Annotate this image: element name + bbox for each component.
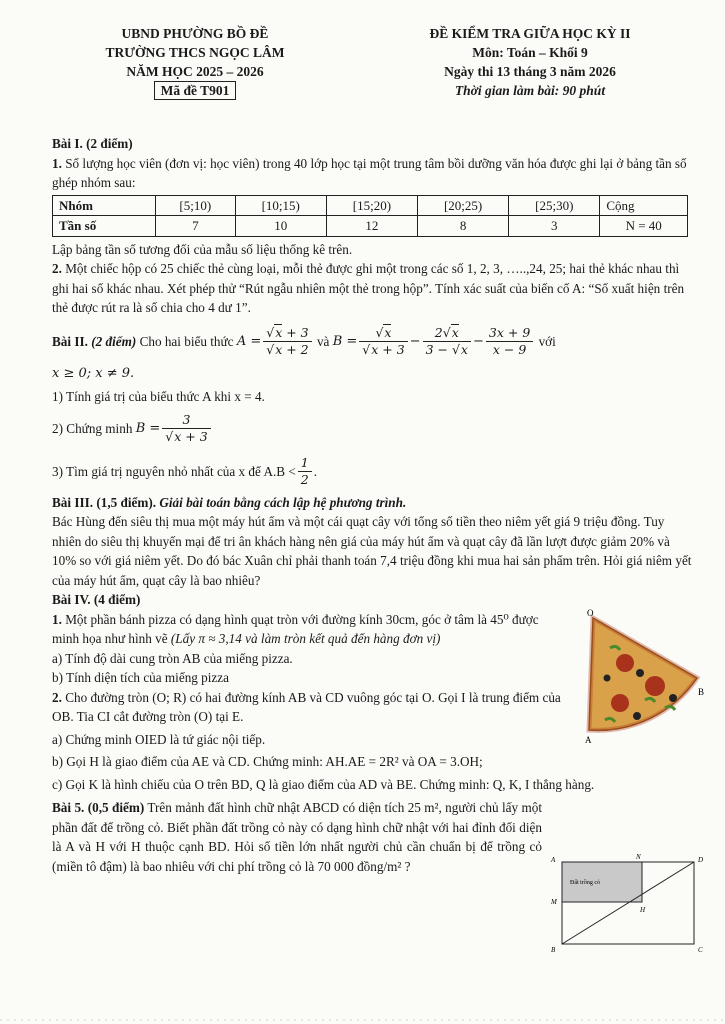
table-cell: [20;25) bbox=[418, 195, 509, 216]
olive-icon bbox=[604, 675, 611, 682]
svg-text:M: M bbox=[551, 898, 557, 906]
bai1-q2: 2. Một chiếc hộp có 25 chiếc thẻ cùng loại, mỗi thẻ được ghi một trong các số 1, 2, 3, …..,24, 25; hai thẻ khác nhau thì ghi hai số khác nhau. Xét phép thử “Rút ngẫu nhiên một thẻ trong hộp”. Tính xác suất của biến cố A: “Số xuất hiện trên thẻ được rút ra là số chia cho 4 dư 1”. bbox=[52, 261, 685, 315]
olive-icon bbox=[633, 712, 641, 720]
exam-subject: Môn: Toán – Khối 9 bbox=[472, 45, 588, 60]
pepperoni-icon bbox=[611, 694, 629, 712]
label-b: B bbox=[698, 687, 705, 697]
bai4-q2c: c) Gọi K là hình chiếu của O trên BD, Q là giao điểm của AD và BE. Chứng minh: Q, K, I thẳng hàng. bbox=[52, 776, 595, 792]
table-cell: 3 bbox=[509, 216, 600, 237]
table-cell: 8 bbox=[418, 216, 509, 237]
fraction-a: $\frac{√x + 3}{√x + 2}$ bbox=[263, 325, 311, 358]
grass-label: Đất trồng cỏ bbox=[570, 880, 600, 886]
bai1-title: Bài I. (2 điểm) bbox=[52, 136, 133, 151]
fraction-b1: $\frac{√x}{√x + 3}$ bbox=[359, 325, 407, 358]
bai3-heading: Bài III. (1,5 điểm). Giải bài toán bằng cách lập hệ phương trình. bbox=[52, 494, 407, 510]
table-cell: 10 bbox=[235, 216, 326, 237]
table-cell: 12 bbox=[326, 216, 417, 237]
header-ward: UBND PHƯỜNG BỒ ĐỀ bbox=[121, 26, 269, 41]
table-row bbox=[53, 195, 688, 216]
bai2-title: Bài II. bbox=[52, 333, 88, 349]
table-row bbox=[53, 216, 688, 237]
bai4-q1a: a) Tính độ dài cung tròn AB của miếng pizza. bbox=[52, 650, 293, 666]
fraction-proof: $\frac{3}{√x + 3}$ bbox=[162, 412, 210, 445]
table-cell: Cộng bbox=[600, 195, 688, 216]
bai2-points: (2 điểm) bbox=[91, 333, 137, 349]
table-cell: [15;20) bbox=[326, 195, 417, 216]
bai2-with: với bbox=[538, 333, 556, 349]
pepperoni-icon bbox=[645, 676, 665, 696]
bai1-q1-task: Lập bảng tần số tương đối của mẫu số liệu thống kê trên. bbox=[52, 241, 353, 257]
bai1-q1: 1. Số lượng học viên (đơn vị: học viên) trong 40 lớp học tại một trung tâm bồi dưỡng văn hóa được ghi lại ở bảng tần số ghép nhóm sau: bbox=[52, 155, 687, 190]
bai2-q3: 3) Tìm giá trị nguyên nhỏ nhất của x để A.B < $\frac{1}{2}$ . bbox=[52, 455, 318, 487]
olive-icon bbox=[636, 669, 644, 677]
exam-date: Ngày thi 13 tháng 3 năm 2026 bbox=[444, 64, 616, 79]
pizza-figure bbox=[585, 608, 710, 748]
header-year: NĂM HỌC 2025 – 2026 bbox=[126, 64, 264, 79]
header-right bbox=[380, 24, 680, 100]
olive-icon bbox=[669, 694, 677, 702]
bai4-q1b: b) Tính diện tích của miếng pizza bbox=[52, 670, 229, 685]
table-header-group: Nhóm bbox=[53, 195, 156, 216]
svg-text:H: H bbox=[640, 906, 646, 914]
bai2-q1: 1) Tính giá trị của biểu thức A khi x = 4. bbox=[52, 389, 265, 404]
table-cell: [25;30) bbox=[509, 195, 600, 216]
svg-text:A: A bbox=[551, 856, 556, 864]
svg-text:C: C bbox=[698, 946, 703, 954]
svg-text:B: B bbox=[551, 946, 556, 954]
svg-text:D: D bbox=[698, 856, 704, 864]
rectangle-figure bbox=[548, 852, 713, 957]
expr-b: B = bbox=[332, 333, 358, 349]
exam-code: Mã đề T901 bbox=[154, 81, 237, 100]
bai2-expressions: Bài II. (2 điểm) Cho hai biểu thức A = $\frac{√x + 3}{√x + 2}$ và B = $\frac{√x}{√x + 3}$ − $\frac{2√x}{3 - √x}$ − $\frac{3x + 9}{x - 9}$ với bbox=[52, 325, 556, 357]
bai2-q2: 2) Chứng minh B = $\frac{3}{√x + 3}$ bbox=[52, 407, 692, 451]
svg-text:N: N bbox=[636, 853, 641, 861]
bai5-text: Bài 5. (0,5 điểm) Trên mảnh đất hình chữ nhật ABCD có diện tích 25 m², người chủ lấy một phần đất để trồng cỏ. Biết phần đất trồng cỏ này có dạng hình chữ nhật với hai đỉnh đối diện là A và H với H thuộc cạnh BD. Hỏi số tiền lớn nhất người chủ cần chuẩn bị để trồng cỏ (miền tô đậm) là bao nhiêu với chi phí trồng cỏ là 70 000 đồng/m² ? bbox=[52, 800, 542, 874]
header-school: TRƯỜNG THCS NGỌC LÂM bbox=[105, 45, 285, 60]
header-left bbox=[70, 24, 320, 100]
bai5-block bbox=[52, 798, 542, 876]
bai4-q2b: b) Gọi H là giao điểm của AE và CD. Chứng minh: AH.AE = 2R² và OA = 3.OH; bbox=[52, 754, 483, 769]
fraction-half: $\frac{1}{2}$ bbox=[298, 455, 312, 488]
table-header-frequency: Tần số bbox=[53, 216, 156, 237]
bai4-q2: 2. Cho đường tròn (O; R) có hai đường kính AB và CD vuông góc tại O. Gọi I là trung điểm của OB. Tia CI cắt đường tròn (O) tại E. bbox=[52, 689, 561, 724]
exam-duration: Thời gian làm bài: 90 phút bbox=[454, 83, 606, 98]
bai2-condition: x ≥ 0; x ≠ 9. bbox=[52, 365, 135, 381]
fraction-b2: $\frac{2√x}{3 - √x}$ bbox=[423, 325, 471, 358]
label-o: O bbox=[587, 608, 594, 618]
bai2-and: và bbox=[316, 333, 330, 349]
expr-a: A = bbox=[236, 333, 262, 349]
table-cell: 7 bbox=[156, 216, 236, 237]
bai2-intro: Cho hai biểu thức bbox=[139, 333, 234, 349]
pepperoni-icon bbox=[616, 654, 634, 672]
frequency-table bbox=[52, 195, 688, 237]
exam-content bbox=[52, 128, 692, 876]
table-cell: [5;10) bbox=[156, 195, 236, 216]
bai4-title: Bài IV. (4 điểm) bbox=[52, 592, 141, 607]
label-a: A bbox=[585, 735, 592, 745]
table-cell: [10;15) bbox=[235, 195, 326, 216]
page-edge-noise bbox=[0, 1014, 725, 1024]
bai4-part1 bbox=[52, 610, 562, 727]
exam-title: ĐỀ KIỂM TRA GIỮA HỌC KỲ II bbox=[429, 26, 631, 41]
bai4-q2a: a) Chứng minh OIED là tứ giác nội tiếp. bbox=[52, 731, 266, 747]
bai4-q1: 1. Một phần bánh pizza có dạng hình quạt tròn với đường kính 30cm, góc ở tâm là 45⁰ được minh họa như hình vẽ (Lấy π ≈ 3,14 và làm tròn kết quả đến hàng đơn vị) bbox=[52, 611, 539, 646]
table-cell: N = 40 bbox=[600, 216, 688, 237]
fraction-b3: $\frac{3x + 9}{x - 9}$ bbox=[486, 325, 533, 358]
bai3-text: Bác Hùng đến siêu thị mua một máy hút ẩm và một cái quạt cây với tổng số tiền theo niêm yết giá 9 triệu đồng. Tuy nhiên do siêu thị khuyến mại để tri ân khách hàng nên giá của máy hút ẩm và quạt cây đã lần lượt được giảm 20% và 10% so với giá niêm yết. Do đó bác Xuân chỉ phải thanh toán 7,4 triệu đồng khi mua hai sản phẩm trên. Hỏi giá niêm yết của máy hút ẩm, quạt cây là bao nhiêu? bbox=[52, 514, 692, 588]
